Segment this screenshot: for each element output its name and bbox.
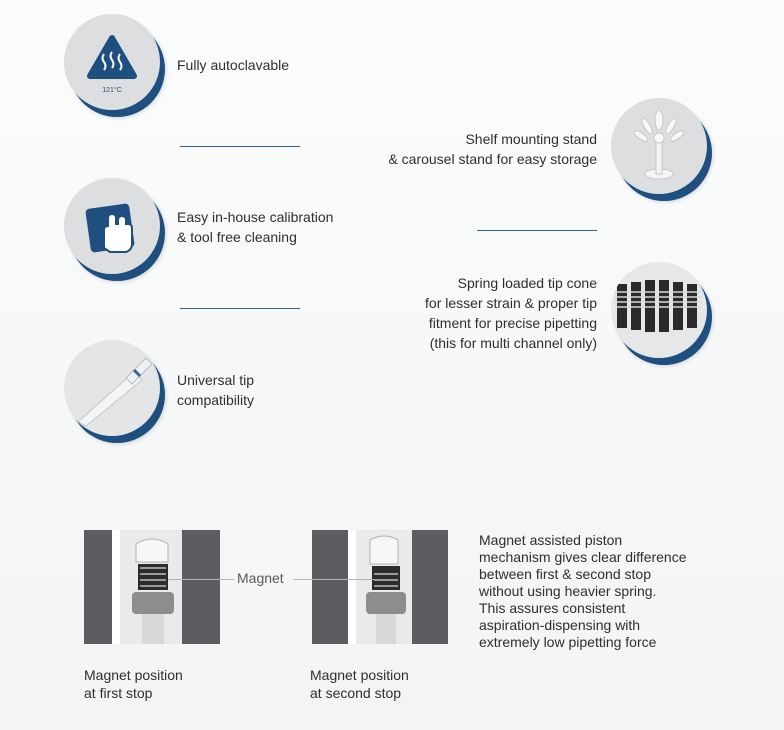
cleaning-hand-icon — [64, 178, 160, 274]
description-line: This assures consistent — [479, 600, 626, 616]
feature-line: & tool free cleaning — [177, 229, 297, 245]
description-line: without using heavier spring. — [479, 583, 657, 599]
caption-line: Magnet position — [84, 667, 183, 683]
pipette-mechanism-image — [84, 530, 220, 644]
caption-second-stop — [310, 666, 409, 702]
description-line: Magnet assisted piston — [479, 532, 623, 548]
autoclave-feature-icon — [64, 14, 160, 110]
caption-line: Magnet position — [310, 667, 409, 683]
feature-stand — [388, 129, 597, 169]
magnet-description — [479, 532, 687, 651]
feature-line: Easy in-house calibration — [177, 209, 334, 225]
feature-autoclavable — [177, 55, 289, 75]
feature-line: (this for multi channel only) — [429, 335, 597, 351]
description-line: aspiration-dispensing with — [479, 617, 641, 633]
description-line: mechanism gives clear difference — [479, 549, 687, 565]
divider — [180, 308, 300, 309]
tip-cone-icon — [611, 262, 707, 358]
feature-line: for lesser strain & proper tip — [425, 295, 597, 311]
stand-feature-icon — [611, 98, 707, 194]
feature-universal-tip — [177, 370, 254, 410]
description-line: extremely low pipetting force — [479, 634, 657, 650]
feature-line: fitment for precise pipetting — [428, 315, 597, 331]
divider — [477, 230, 597, 231]
feature-calibration — [177, 207, 333, 247]
magnet-leader-line — [294, 579, 374, 580]
magnet-first-stop-photo — [84, 530, 220, 644]
tip-feature-icon — [64, 340, 160, 436]
temperature-label: 121°C — [102, 87, 122, 94]
feature-line: & carousel stand for easy storage — [388, 151, 597, 167]
caption-line: at second stop — [310, 685, 402, 701]
magnet-label: Magnet — [237, 570, 284, 586]
magnet-leader-line — [168, 579, 234, 580]
caption-line: at first stop — [84, 685, 153, 701]
steam-icon — [64, 14, 160, 110]
feature-line: compatibility — [177, 392, 255, 408]
pipette-mechanism-image — [312, 530, 448, 644]
feature-line: Shelf mounting stand — [465, 131, 597, 147]
caption-first-stop — [84, 666, 183, 702]
divider — [180, 146, 300, 147]
pipette-tip-icon — [64, 340, 160, 436]
calibration-feature-icon — [64, 178, 160, 274]
magnet-second-stop-photo — [312, 530, 448, 644]
feature-tip-cone — [425, 273, 597, 353]
feature-line: Spring loaded tip cone — [457, 275, 597, 291]
tip-cone-feature-icon — [611, 262, 707, 358]
feature-line: Fully autoclavable — [177, 57, 290, 73]
carousel-stand-icon — [611, 98, 707, 194]
description-line: between first & second stop — [479, 566, 651, 582]
feature-line: Universal tip — [177, 372, 255, 388]
